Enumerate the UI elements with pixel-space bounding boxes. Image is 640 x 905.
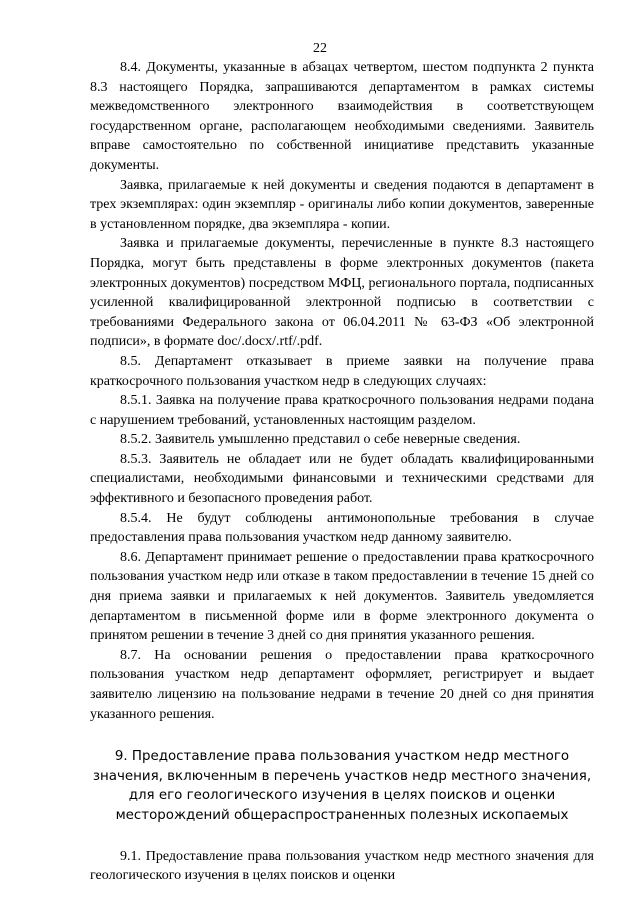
document-body bbox=[90, 58, 594, 886]
paragraph-8-4: 8.4. Документы, указанные в абзацах четвертом, шестом подпункта 2 пункта 8.3 настоящего Порядка, запрашиваются департаментом в рамках системы межведомственного электронного взаимодействия в соответствующем государственном органе, располагающем необходимыми сведениями. Заявитель вправе самостоятельно по собственной инициативе представить указанные документы. bbox=[90, 60, 594, 173]
paragraph-electronic-documents: Заявка и прилагаемые документы, перечисленные в пункте 8.3 настоящего Порядка, могут быть представлены в форме электронных документов (пакета электронных документов) посредством МФЦ, регионального портала, подписанных усиленной квалифицированной электронной подписью в соответствии с требованиями Федерального закона от 06.04.2011 № 63-ФЗ «Об электронной подписи», в формате doc/.docx/.rtf/.pdf. bbox=[90, 236, 594, 350]
paragraph-9-1: 9.1. Предоставление права пользования участком недр местного значения для геологического изучения в целях поисков и оценки bbox=[90, 848, 594, 884]
paragraph-8-7: 8.7. На основании решения о предоставлении права краткосрочного пользования участком недр департамент оформляет, регистрирует и выдает заявителю лицензию на пользование недрами в течение 20 дней со дня принятия указанного решения. bbox=[90, 647, 594, 722]
paragraph-8-5-4: 8.5.4. Не будут соблюдены антимонопольные требования в случае предоставления права пользования участком недр данному заявителю. bbox=[90, 510, 594, 546]
paragraph-8-5-3: 8.5.3. Заявитель не обладает или не будет обладать квалифицированными специалистами, необходимыми финансовыми и техническими средствами для эффективного и безопасного проведения работ. bbox=[90, 451, 594, 507]
section-9-heading: 9. Предоставление права пользования участком недр местного значения, включенным в перечень участков недр местного значения, для его геологического изучения в целях поисков и оценки месторождений общераспространенных полезных ископаемых bbox=[92, 749, 592, 823]
paragraph-8-5: 8.5. Департамент отказывает в приеме заявки на получение права краткосрочного пользования участком недр в следующих случаях: bbox=[90, 353, 594, 389]
paragraph-application-copies: Заявка, прилагаемые к ней документы и сведения подаются в департамент в трех экземплярах: один экземпляр - оригиналы либо копии документов, заверенные в установленном порядке, два экземпляра - копии. bbox=[90, 177, 594, 232]
paragraph-8-6: 8.6. Департамент принимает решение о предоставлении права краткосрочного пользования участком недр или отказе в таком предоставлении в течение 15 дней со дня приема заявки и прилагаемых к ней документов. Заявитель уведомляется департаментом в письменной форме или в форме электронного документа о принятом решении в течение 3 дней со дня принятия указанного решения. bbox=[90, 549, 594, 644]
paragraph-8-5-1: 8.5.1. Заявка на получение права краткосрочного пользования недрами подана с нарушением требований, установленных настоящим разделом. bbox=[90, 393, 594, 428]
paragraph-8-5-2: 8.5.2. Заявитель умышленно представил о себе неверные сведения. bbox=[120, 432, 521, 448]
page-number: 22 bbox=[313, 41, 327, 56]
